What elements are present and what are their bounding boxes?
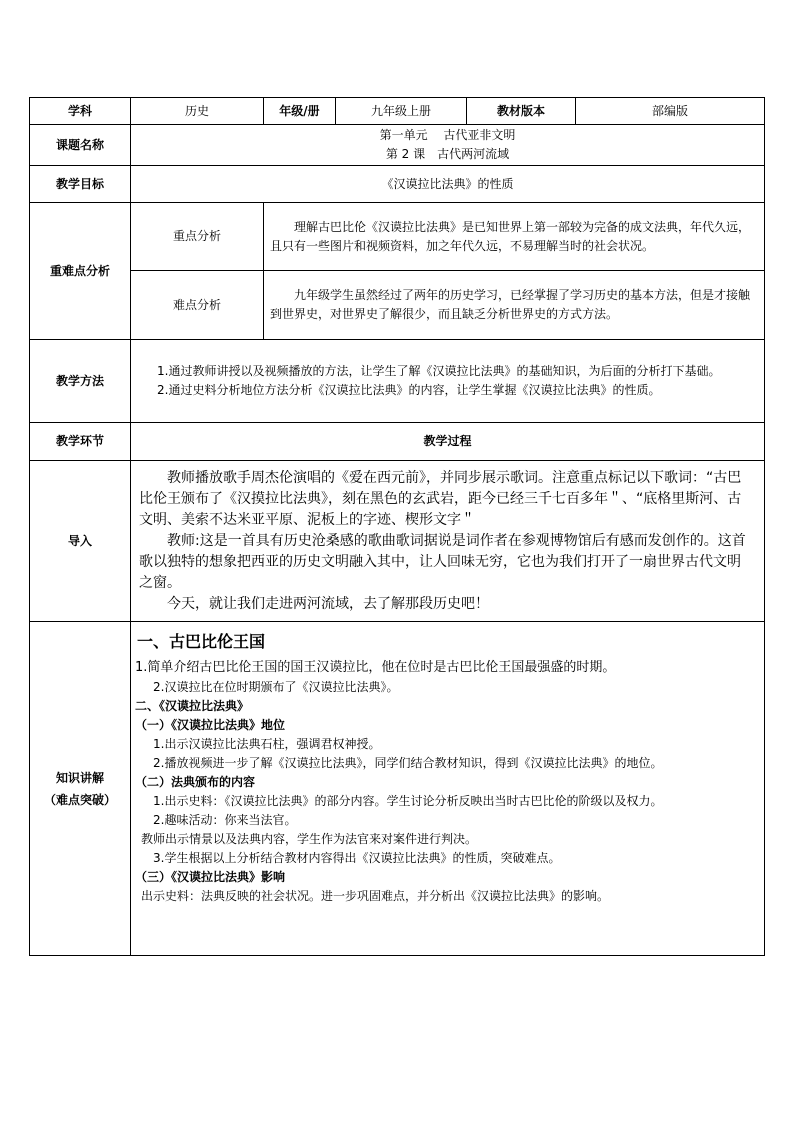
subsection-3-line-1: 出示史料：法典反映的社会状况。进一步巩固难点，并分析出《汉谟拉比法典》的影响。 bbox=[141, 889, 610, 903]
subsection-1-line-1: 1.出示汉谟拉比法典石柱，强调君权神授。 bbox=[153, 737, 381, 751]
title-row bbox=[30, 125, 765, 166]
hard-point-label: 难点分析 bbox=[131, 271, 264, 340]
section-1-line-1: 1.简单介绍古巴比伦王国的国王汉谟拉比，他在位时是古巴比伦王国最强盛的时期。 bbox=[135, 660, 616, 675]
subsection-2-line-3: 教师出示情景以及法典内容，学生作为法官来对案件进行判决。 bbox=[141, 832, 478, 846]
subject-value: 历史 bbox=[131, 98, 264, 125]
hard-point-text: 九年级学生虽然经过了两年的历史学习，已经掌握了学习历史的基本方法，但是才接触到世界史，对世界史了解很少，而且缺乏分析世界史的方式方法。 bbox=[270, 288, 751, 321]
process-header-value: 教学过程 bbox=[131, 423, 765, 461]
intro-paragraph-1: 教师播放歌手周杰伦演唱的《爱在西元前》，并同步展示歌词。注意重点标记以下歌词：“古巴比伦王颁布了《汉摸拉比法典》，刻在黑色的玄武岩，距今已经三千七百多年＂、“底格里斯河、古文明、美索不达米亚平原、泥板上的字迹、楔形文字＂ bbox=[139, 469, 742, 528]
section-1-line-2: 2.汉谟拉比在位时期颁布了《汉谟拉比法典》。 bbox=[153, 680, 399, 694]
subsection-2-line-1: 1.出示史料：《汉谟拉比法典》的部分内容。学生讨论分析反映出当时古巴比伦的阶级以及权力。 bbox=[153, 794, 663, 808]
knowledge-row bbox=[30, 622, 765, 956]
intro-paragraph-2: 教师:这是一首具有历史沧桑感的歌曲歌词据说是词作者在参观博物馆后有感而发创作的。这首歌以独特的想象把西亚的历史文明融入其中，让人回味无穷，它也为我们打开了一扇世界古代文明之窗。 bbox=[139, 532, 746, 591]
method-label: 教学方法 bbox=[30, 340, 131, 423]
key-point-text: 理解古巴比伦《汉谟拉比法典》是已知世界上第一部较为完备的成文法典，年代久远，且只有一些图片和视频资料，加之年代久远，不易理解当时的社会状况。 bbox=[270, 219, 751, 253]
subject-label: 学科 bbox=[30, 98, 131, 125]
edition-label: 教材版本 bbox=[467, 98, 576, 125]
intro-row bbox=[30, 461, 765, 622]
subsection-3-heading: （三）《汉谟拉比法典》影响 bbox=[135, 870, 286, 884]
knowledge-cell bbox=[131, 622, 765, 956]
title-cell bbox=[131, 125, 765, 166]
grade-value: 九年级上册 bbox=[336, 98, 467, 125]
key-point-label: 重点分析 bbox=[131, 203, 264, 271]
goal-label: 教学目标 bbox=[30, 166, 131, 203]
process-header-row bbox=[30, 423, 765, 461]
unit-title: 第一单元 古代亚非文明 bbox=[379, 128, 516, 142]
subsection-1-heading: （一）《汉谟拉比法典》地位 bbox=[135, 718, 286, 732]
difficulty-label: 重难点分析 bbox=[30, 203, 131, 340]
goal-value: 《汉谟拉比法典》的性质 bbox=[131, 166, 765, 203]
key-point-row bbox=[30, 203, 765, 271]
process-stage-label: 教学环节 bbox=[30, 423, 131, 461]
hard-point-text-cell bbox=[264, 271, 765, 340]
method-cell bbox=[131, 340, 765, 423]
method-row bbox=[30, 340, 765, 423]
method-item-1: 1.通过教师讲授以及视频播放的方法，让学生了解《汉谟拉比法典》的基础知识，为后面的分析打下基础。 bbox=[157, 364, 721, 378]
subsection-1-line-2: 2.播放视频进一步了解《汉谟拉比法典》，同学们结合教材知识，得到《汉谟拉比法典》的地位。 bbox=[153, 756, 663, 770]
knowledge-label: 知识讲解 bbox=[55, 770, 104, 785]
subsection-2-line-4: 3.学生根据以上分析结合教材内容得出《汉谟拉比法典》的性质，突破难点。 bbox=[153, 851, 561, 865]
knowledge-sublabel: （难点突破） bbox=[43, 792, 116, 807]
intro-paragraph-3: 今天，就让我们走进两河流域，去了解那段历史吧！ bbox=[167, 595, 489, 612]
intro-label: 导入 bbox=[30, 461, 131, 622]
key-point-text-cell bbox=[264, 203, 765, 271]
subsection-2-heading: （二）法典颁布的内容 bbox=[135, 775, 256, 789]
title-label: 课题名称 bbox=[30, 125, 131, 166]
intro-cell bbox=[131, 461, 765, 622]
section-1-heading: 一、古巴比伦王国 bbox=[137, 632, 266, 651]
goal-row bbox=[30, 166, 765, 203]
header-row bbox=[30, 98, 765, 125]
section-2-heading: 二、《汉谟拉比法典》 bbox=[135, 699, 250, 713]
edition-value: 部编版 bbox=[576, 98, 765, 125]
lesson-title: 第 2 课 古代两河流域 bbox=[385, 147, 510, 161]
lesson-plan-table bbox=[29, 97, 765, 956]
method-item-2: 2.通过史料分析地位方法分析《汉谟拉比法典》的内容，让学生掌握《汉谟拉比法典》的性质。 bbox=[157, 383, 661, 397]
hard-point-row bbox=[30, 271, 765, 340]
subsection-2-line-2: 2.趣味活动：你来当法官。 bbox=[153, 813, 297, 827]
knowledge-label-cell bbox=[30, 622, 131, 956]
grade-label: 年级/册 bbox=[264, 98, 336, 125]
